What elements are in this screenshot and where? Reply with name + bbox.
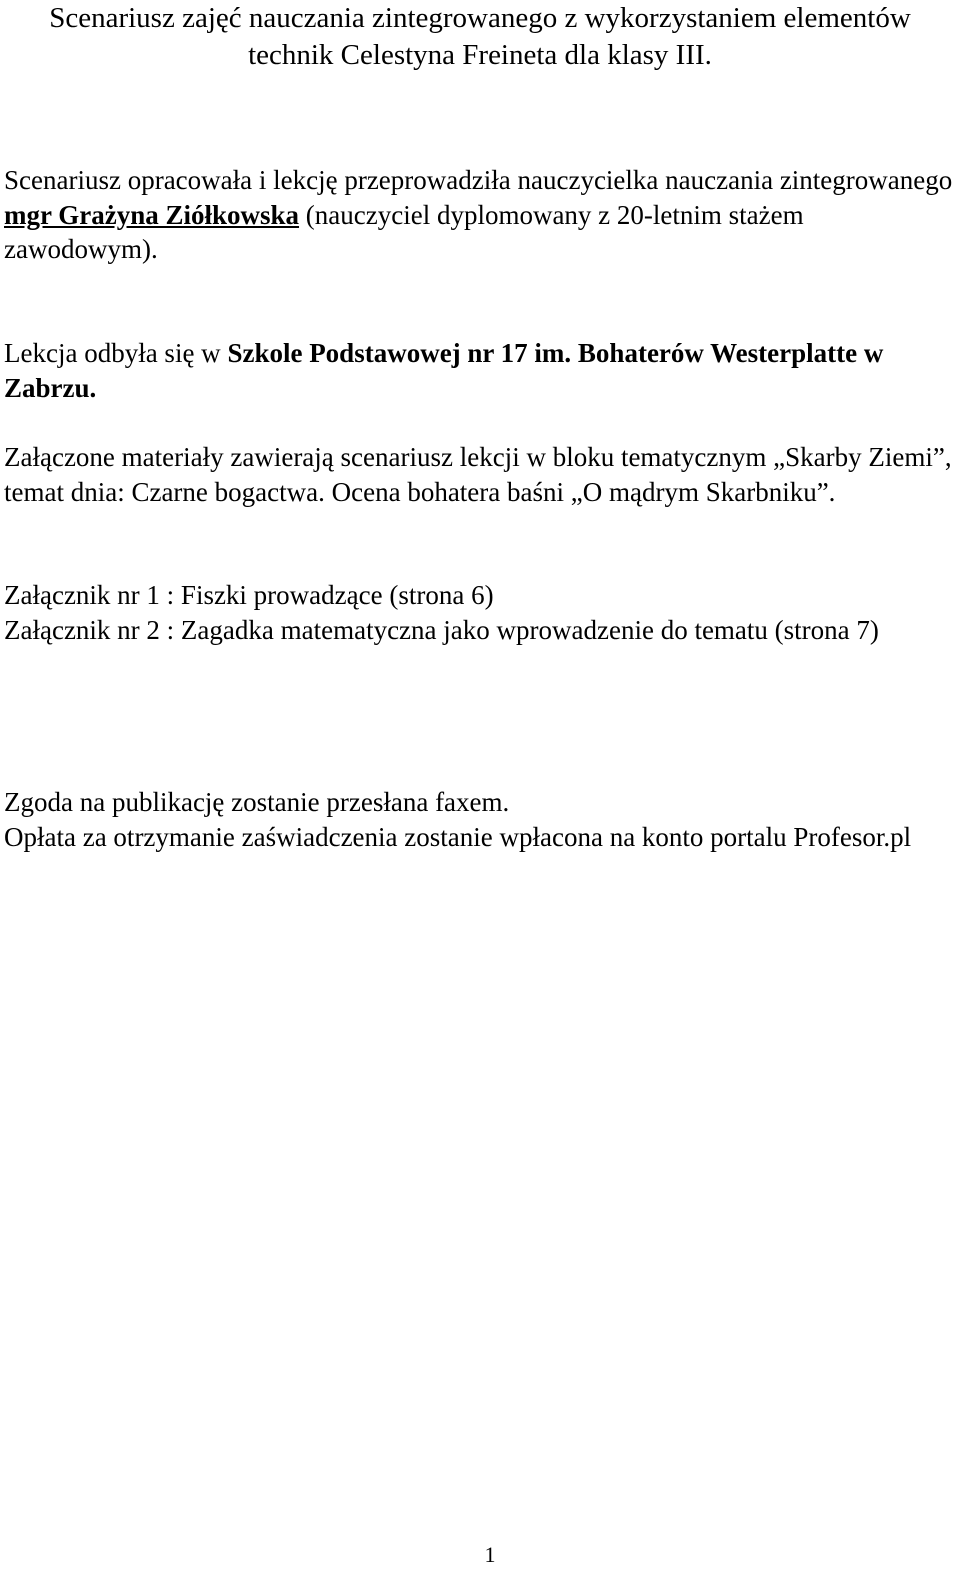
author-name: mgr Grażyna Ziółkowska (4, 199, 300, 230)
author-intro: Scenariusz opracowała i lekcję przeprowadziła nauczycielka nauczania zintegrowanego (4, 165, 953, 195)
page-number: 1 (484, 1542, 496, 1567)
attachment-item-1: Załącznik nr 1 : Fiszki prowadzące (strona 6) (4, 580, 494, 610)
author-details: (nauczyciel dyplomowany z 20-letnim stażem zawodowym). (4, 199, 804, 264)
notes-paragraph (4, 785, 954, 854)
school-prefix: Lekcja odbyła się w (4, 338, 228, 368)
school-name: Szkole Podstawowej nr 17 im. Bohaterów Westerplatte w Zabrzu. (4, 338, 884, 403)
materials-paragraph: Załączone materiały zawierają scenariusz lekcji w bloku tematycznym „Skarby Ziemi”, temat dnia: Czarne bogactwa. Ocena bohatera baśni „O mądrym Skarbniku”. (4, 442, 952, 507)
attachments-paragraph (4, 578, 954, 647)
fee-note: Opłata za otrzymanie zaświadczenia zostanie wpłacona na konto portalu Profesor.pl (4, 821, 912, 852)
school-paragraph (4, 336, 954, 405)
consent-note: Zgoda na publikację zostanie przesłana faxem. (4, 787, 510, 817)
author-paragraph (4, 163, 954, 267)
attachment-item-2: Załącznik nr 2 : Zagadka matematyczna jako wprowadzenie do tematu (strona 7) (4, 614, 879, 645)
document-title: Scenariusz zajęć nauczania zintegrowanego z wykorzystaniem elementów technik Celestyna Freineta dla klasy III. (49, 2, 911, 71)
